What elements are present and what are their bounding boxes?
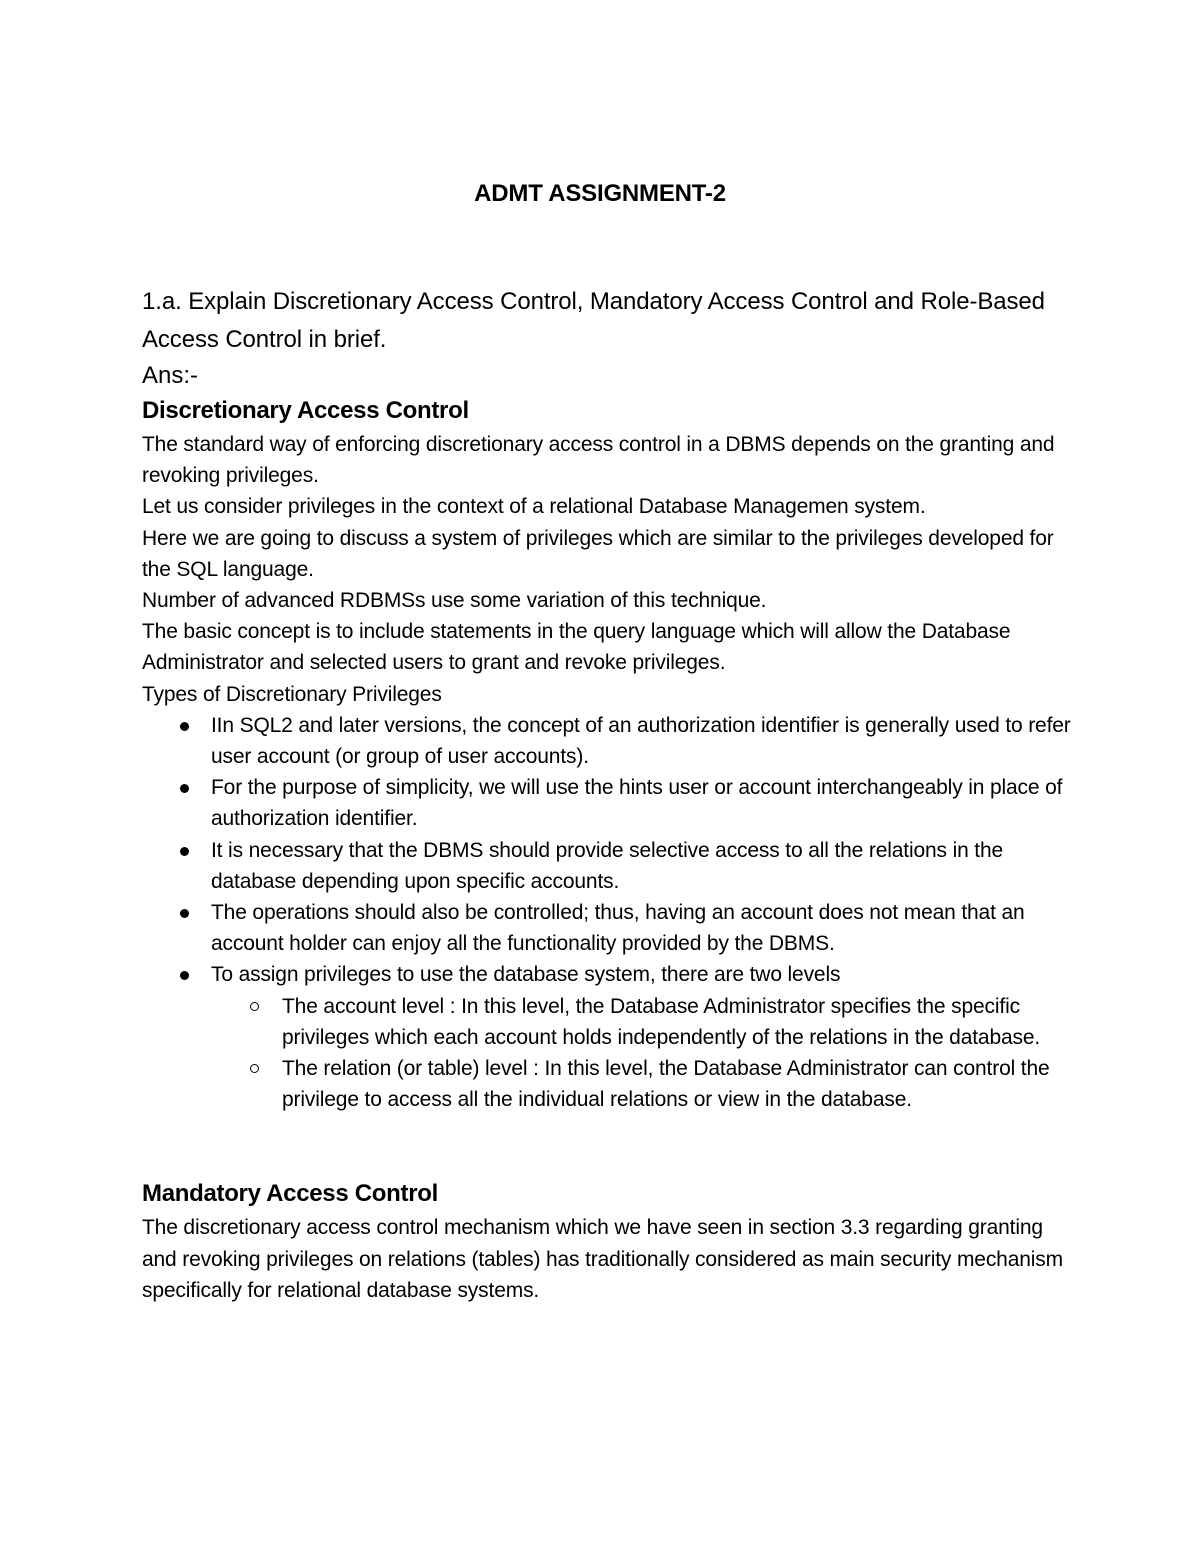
section-heading: Mandatory Access Control bbox=[142, 1180, 438, 1208]
paragraph: Let us consider privileges in the context of a relational Database Managemen system. bbox=[142, 495, 926, 519]
answer-label: Ans:- bbox=[142, 362, 199, 389]
sub-bullet-list bbox=[211, 991, 1072, 1116]
hollow-bullet-icon bbox=[250, 1002, 259, 1011]
bullet-icon bbox=[180, 847, 189, 856]
bullet-icon bbox=[180, 722, 189, 731]
section-heading: Discretionary Access Control bbox=[142, 397, 469, 424]
bullet-icon bbox=[180, 971, 189, 980]
sub-list-item-text: The relation (or table) level : In this level, the Database Administrator can control the privilege to access all the individual relations or view in the database. bbox=[282, 1057, 1050, 1112]
document-title: ADMT ASSIGNMENT-2 bbox=[474, 180, 726, 207]
paragraph: Here we are going to discuss a system of privileges which are similar to the privileges developed for the SQL language. bbox=[142, 526, 1054, 581]
section-discretionary bbox=[142, 393, 1072, 1115]
paragraph: The standard way of enforcing discretionary access control in a DBMS depends on the granting and revoking privileges. bbox=[142, 433, 1055, 488]
question-text: 1.a. Explain Discretionary Access Control, Mandatory Access Control and Role-Based Access Control in brief. bbox=[142, 288, 1045, 353]
list-item-text: It is necessary that the DBMS should provide selective access to all the relations in the database depending upon specific accounts. bbox=[211, 838, 1004, 893]
sub-list-item bbox=[211, 991, 1072, 1053]
list-item-text: IIn SQL2 and later versions, the concept of an authorization identifier is generally used to refer user account (or group of user accounts). bbox=[211, 713, 1071, 769]
paragraph: The basic concept is to include statements in the query language which will allow the Database Administrator and selected users to grant and revoke privileges. bbox=[142, 620, 1011, 675]
paragraph: Types of Discretionary Privileges bbox=[142, 682, 442, 706]
section-spacer bbox=[142, 1115, 1072, 1176]
bullet-icon bbox=[180, 909, 189, 918]
bullet-icon bbox=[180, 784, 189, 793]
section-mandatory bbox=[142, 1176, 1072, 1306]
list-item bbox=[142, 959, 1072, 1115]
list-item-text: For the purpose of simplicity, we will use the hints user or account interchangeably in place of authorization identifier. bbox=[211, 776, 1063, 831]
list-item bbox=[142, 710, 1072, 772]
list-item bbox=[142, 772, 1072, 834]
list-item bbox=[142, 835, 1072, 897]
paragraph: The discretionary access control mechanism which we have seen in section 3.3 regarding granting and revoking privileges on relations (tables) has traditionally considered as main security mechanism specifically for relational database systems. bbox=[142, 1216, 1063, 1302]
document-body bbox=[142, 283, 1072, 1306]
list-item-text: To assign privileges to use the database system, there are two levels bbox=[211, 963, 841, 987]
paragraph: Number of advanced RDBMSs use some variation of this technique. bbox=[142, 589, 767, 613]
list-item-text: The operations should also be controlled; thus, having an account does not mean that an account holder can enjoy all the functionality provided by the DBMS. bbox=[211, 901, 1025, 956]
bullet-list bbox=[142, 710, 1072, 1116]
sub-list-item-text: The account level : In this level, the Database Administrator specifies the specific privileges which each account holds independently of the relations in the database. bbox=[282, 994, 1041, 1049]
sub-list-item bbox=[211, 1053, 1072, 1115]
list-item bbox=[142, 897, 1072, 959]
hollow-bullet-icon bbox=[250, 1064, 259, 1073]
